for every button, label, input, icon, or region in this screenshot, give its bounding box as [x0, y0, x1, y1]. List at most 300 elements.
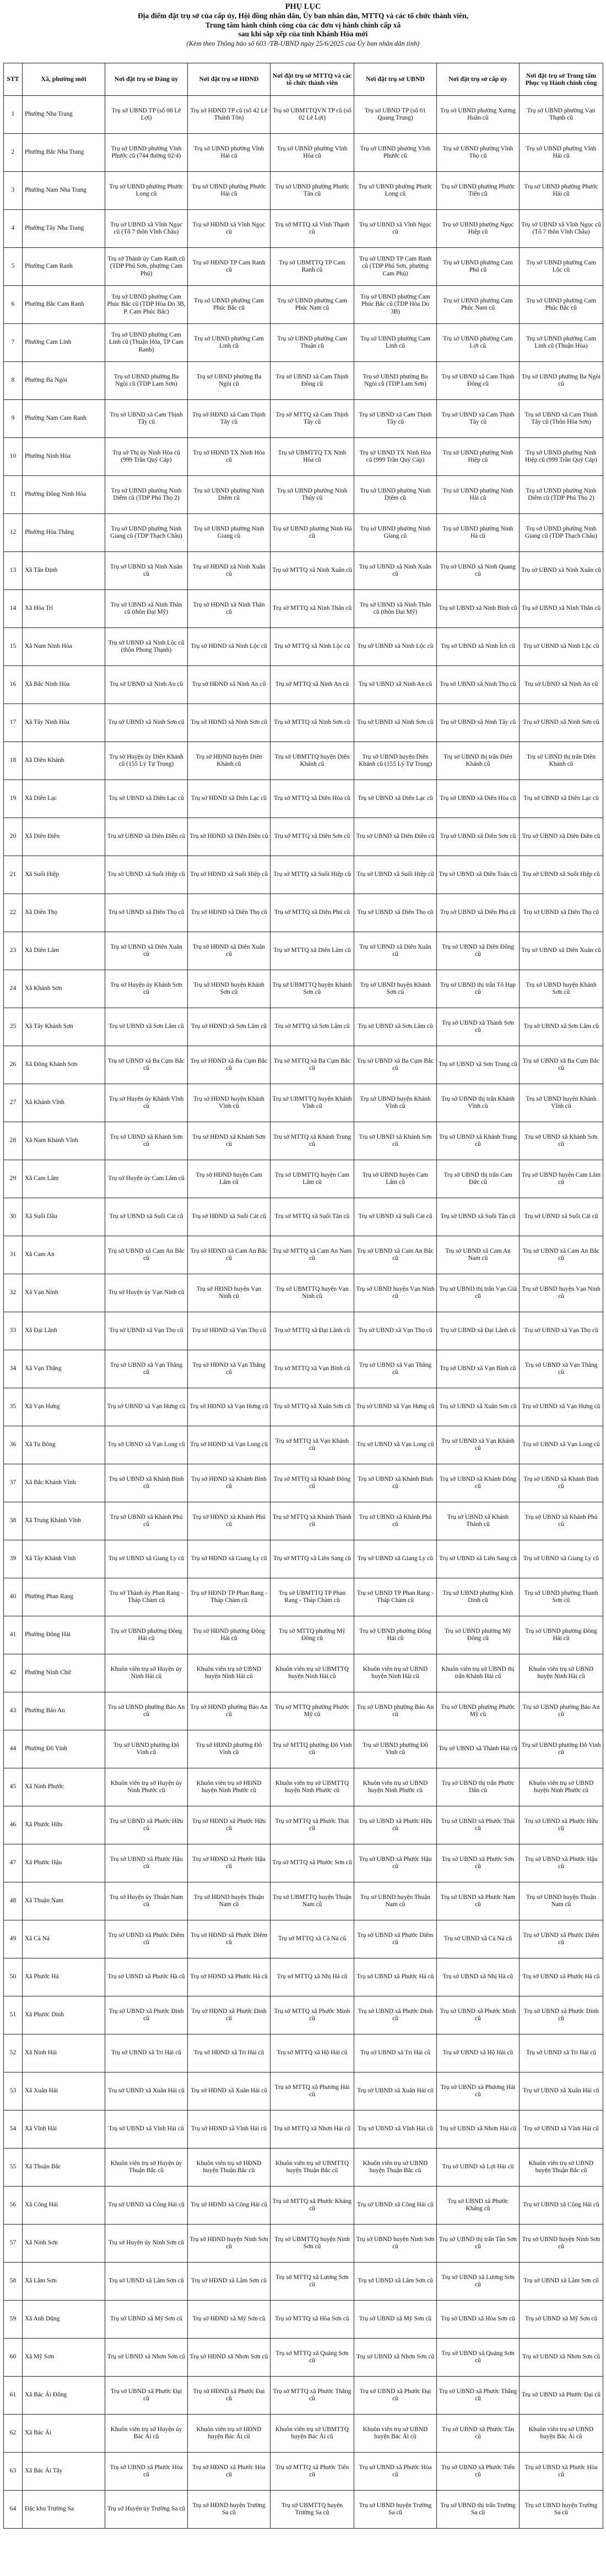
party-office-cell: Trụ sở UBND xã Tri Hải cũ [105, 2034, 188, 2072]
party-office-cell: Trụ sở UBND xã Ninh Lộc cũ (thôn Phong Thạnh) [105, 628, 188, 666]
ward-name-cell: Xã Bắc Khánh Vĩnh [23, 1464, 105, 1502]
appendix-title: PHỤ LỤC [285, 2, 321, 11]
mttq-office-cell: Trụ sở UBMTTQVN TP cũ (số 02 Lê Lợi) [270, 96, 354, 134]
hdnd-office-cell: Trụ sở HĐND xã Xuân Hải cũ [188, 2072, 270, 2110]
service-center-cell: Trụ sở UBND xã Phước Hậu cũ [520, 1844, 603, 1882]
stt-cell: 10 [4, 438, 23, 476]
table-row [4, 1920, 603, 1958]
ward-name-cell: Xã Hòa Trí [23, 590, 105, 628]
service-center-cell: Trụ sở UBND phường Đông Hải cũ [520, 1616, 603, 1654]
ward-name-cell: Xã Khánh Vĩnh [23, 1084, 105, 1122]
ubnd-office-cell: Trụ sở UBND xã Vạn Thọ cũ [354, 1312, 437, 1350]
hdnd-office-cell: Trụ sở HĐND xã Cam An Bắc cũ [188, 1236, 270, 1274]
service-center-cell: Trụ sở UBND huyện Khánh Vĩnh cũ [520, 1084, 603, 1122]
column-header-service-center: Nơi đặt trụ sở Trung tâm Phục vụ Hành chính công [520, 63, 603, 96]
stt-cell: 17 [4, 704, 23, 742]
column-header-mttq: Nơi đặt trụ sở MTTQ và các tổ chức thành viên [270, 63, 354, 96]
ubnd-office-cell: Trụ sở UBND huyện Diên Khánh cũ (155 Lý Tự Trọng) [354, 742, 437, 780]
table-row [4, 932, 603, 970]
ward-name-cell: Xã Ninh Hải [23, 2034, 105, 2072]
cap-uy-office-cell: Trụ sở UBND xã Khánh Đông cũ [437, 1464, 520, 1502]
mttq-office-cell: Trụ sở MTTQ xã Xuân Sơn cũ [270, 1388, 354, 1426]
cap-uy-office-cell: Trụ sở UBND xã Cà Ná cũ [437, 1920, 520, 1958]
stt-cell: 37 [4, 1464, 23, 1502]
mttq-office-cell: Trụ sở MTTQ xã Vạn Khánh cũ [270, 1426, 354, 1464]
mttq-office-cell: Trụ sở MTTQ phường Mỹ Đông cũ [270, 1616, 354, 1654]
hdnd-office-cell: Trụ sở HĐND xã Vạn Thắng cũ [188, 1350, 270, 1388]
ubnd-office-cell: Trụ sở UBND huyện Khánh Sơn cũ [354, 970, 437, 1008]
stt-cell: 51 [4, 1996, 23, 2034]
hdnd-office-cell: Trụ sở HĐND xã Ninh An cũ [188, 666, 270, 704]
service-center-cell: Trụ sở UBND xã Nhơn Sơn cũ [520, 2339, 603, 2377]
ward-name-cell: Đặc khu Trường Sa [23, 2491, 105, 2529]
hdnd-office-cell: Khuôn viên trụ sở UBND huyện Ninh Hải cũ [188, 1654, 270, 1692]
hdnd-office-cell: Trụ sở HĐND xã Nhơn Sơn cũ [188, 2339, 270, 2377]
party-office-cell: Trụ sở UBND phường Vĩnh Phước cũ (744 đường 02/4) [105, 134, 188, 172]
stt-cell: 7 [4, 324, 23, 362]
ward-name-cell: Xã Suối Dầu [23, 1198, 105, 1236]
table-row [4, 400, 603, 438]
party-office-cell: Trụ sở Huyện ủy Cam Lâm cũ [105, 1160, 188, 1198]
table-row [4, 2149, 603, 2187]
service-center-cell: Trụ sở UBND phường Cam Linh cũ (Thuận Hòa) [520, 324, 603, 362]
ubnd-office-cell: Trụ sở UBND phường Ninh Diêm cũ [354, 476, 437, 514]
ubnd-office-cell: Trụ sở UBND xã Cam Thịnh Tây cũ [354, 400, 437, 438]
cap-uy-office-cell: Khuôn viên trụ sở UBND thị trấn Khánh Hải cũ [437, 1654, 520, 1692]
table-row [4, 1692, 603, 1730]
cap-uy-office-cell: Trụ sở UBND phường Xương Huân cũ [437, 96, 520, 134]
stt-cell: 16 [4, 666, 23, 704]
hdnd-office-cell: Trụ sở HĐND xã Khánh Sơn cũ [188, 1122, 270, 1160]
cap-uy-office-cell: Trụ sở UBND xã Cam An Nam cũ [437, 1236, 520, 1274]
hdnd-office-cell: Trụ sở HĐND xã Sơn Lâm cũ [188, 1008, 270, 1046]
stt-cell: 47 [4, 1844, 23, 1882]
cap-uy-office-cell: Trụ sở UBND thị trấn Cam Đức cũ [437, 1160, 520, 1198]
service-center-cell: Trụ sở UBND xã Khánh Sơn cũ [520, 1122, 603, 1160]
table-row [4, 1312, 603, 1350]
table-header [4, 63, 603, 96]
mttq-office-cell: Trụ sở MTTQ xã Ninh Lộc cũ [270, 628, 354, 666]
table-row [4, 666, 603, 704]
service-center-cell: Trụ sở UBND xã Công Hải cũ [520, 2187, 603, 2225]
party-office-cell: Trụ sở UBND xã Diên Lạc cũ [105, 780, 188, 818]
mttq-office-cell: Trụ sở MTTQ xã Ninh Thân cũ [270, 590, 354, 628]
cap-uy-office-cell: Trụ sở UBND thị trấn Diên Khánh cũ [437, 742, 520, 780]
stt-cell: 50 [4, 1958, 23, 1996]
hdnd-office-cell: Trụ sở HĐND xã Lâm Sơn cũ [188, 2263, 270, 2301]
ubnd-office-cell: Trụ sở UBND xã Cam An Bắc cũ [354, 1236, 437, 1274]
mttq-office-cell: Trụ sở MTTQ xã Phước Thái cũ [270, 1806, 354, 1844]
party-office-cell: Trụ sở Huyện ủy Ninh Sơn cũ [105, 2225, 188, 2263]
table-body [4, 96, 603, 2529]
ward-name-cell: Phường Ninh Chử [23, 1654, 105, 1692]
party-office-cell: Trụ sở UBND xã Vạn Hưng cũ [105, 1388, 188, 1426]
party-office-cell: Trụ sở UBND phường Ninh Diêm cũ (TDP Phú Thọ 2) [105, 476, 188, 514]
ward-name-cell: Xã Diên Lâm [23, 932, 105, 970]
mttq-office-cell: Khuôn viên trụ sở UBMTTQ huyện Ninh Phước cũ [270, 1768, 354, 1806]
ubnd-office-cell: Trụ sở UBND huyện Khánh Vĩnh cũ [354, 1084, 437, 1122]
table-row [4, 552, 603, 590]
ward-name-cell: Xã Đông Khánh Sơn [23, 1046, 105, 1084]
ward-name-cell: Phường Ninh Hòa [23, 438, 105, 476]
service-center-cell: Trụ sở UBND xã Phước Hà cũ [520, 1958, 603, 1996]
service-center-cell: Trụ sở UBND xã Vạn Long cũ [520, 1426, 603, 1464]
stt-cell: 25 [4, 1008, 23, 1046]
table-row [4, 210, 603, 248]
cap-uy-office-cell: Trụ sở UBND phường Phước Tiến cũ [437, 172, 520, 210]
service-center-cell: Trụ sở UBND xã Ninh Thân cũ [520, 590, 603, 628]
cap-uy-office-cell: Trụ sở UBND xã Khánh Thành cũ [437, 1502, 520, 1540]
ward-name-cell: Xã Bắc Ninh Hòa [23, 666, 105, 704]
mttq-office-cell: Trụ sở UBMTTQ huyện Khánh Vĩnh cũ [270, 1084, 354, 1122]
ubnd-office-cell: Trụ sở UBND xã Công Hải cũ [354, 2187, 437, 2225]
table-row [4, 514, 603, 552]
party-office-cell: Trụ sở UBND xã Diên Xuân cũ [105, 932, 188, 970]
mttq-office-cell: Trụ sở MTTQ xã Vạn Bình cũ [270, 1350, 354, 1388]
party-office-cell: Trụ sở UBND xã Phước Dinh cũ [105, 1996, 188, 2034]
table-row [4, 1616, 603, 1654]
hdnd-office-cell: Khuôn viên trụ sở HĐND huyện Ninh Phước cũ [188, 1768, 270, 1806]
hdnd-office-cell: Trụ sở UBND phường Cam Linh cũ [188, 324, 270, 362]
mttq-office-cell: Trụ sở MTTQ xã Quảng Sơn cũ [270, 2339, 354, 2377]
table-row [4, 248, 603, 286]
ubnd-office-cell: Trụ sở UBND xã Xuân Hải cũ [354, 2072, 437, 2110]
service-center-cell: Trụ sở UBND xã Ninh Lộc cũ [520, 628, 603, 666]
service-center-cell: Trụ sở UBND phường Phước Hải cũ [520, 172, 603, 210]
cap-uy-office-cell: Trụ sở UBND xã Quảng Sơn cũ [437, 2339, 520, 2377]
party-office-cell: Trụ sở UBND xã Xuân Hải cũ [105, 2072, 188, 2110]
ward-name-cell: Phường Đông Hải [23, 1616, 105, 1654]
cap-uy-office-cell: Trụ sở UBND thị trấn Trường Sa cũ [437, 2491, 520, 2529]
party-office-cell: Trụ sở UBND xã Cam An Bắc cũ [105, 1236, 188, 1274]
ubnd-office-cell: Trụ sở UBND xã Ba Cụm Bắc cũ [354, 1046, 437, 1084]
hdnd-office-cell: Trụ sở HĐND huyện Trường Sa cũ [188, 2491, 270, 2529]
mttq-office-cell: Trụ sở UBND phường Vĩnh Hòa cũ [270, 134, 354, 172]
hdnd-office-cell: Trụ sở HĐND xã Phước Hòa cũ [188, 2453, 270, 2491]
hdnd-office-cell: Trụ sở HĐND xã Giang Ly cũ [188, 1540, 270, 1578]
ward-name-cell: Xã Thuận Nam [23, 1882, 105, 1920]
ward-name-cell: Xã Tân Định [23, 552, 105, 590]
cap-uy-office-cell: Trụ sở UBND xã Phước Nam cũ [437, 1882, 520, 1920]
ubnd-office-cell: Trụ sở UBND xã Diên Thọ cũ [354, 894, 437, 932]
service-center-cell: Trụ sở UBND phường Ninh Diêm cũ (TDP Phú Thọ 2) [520, 476, 603, 514]
mttq-office-cell: Trụ sở MTTQ xã Phương Hải cũ [270, 2072, 354, 2110]
party-office-cell: Trụ sở UBND xã Diên Thọ cũ [105, 894, 188, 932]
party-office-cell: Trụ sở Huyện ủy Diên Khánh cũ (155 Lý Tự Trọng) [105, 742, 188, 780]
cap-uy-office-cell: Trụ sở UBND thị trấn Tô Hạp cũ [437, 970, 520, 1008]
table-row [4, 1160, 603, 1198]
ubnd-office-cell: Trụ sở UBND xã Tri Hải cũ [354, 2034, 437, 2072]
ward-name-cell: Xã Lâm Sơn [23, 2263, 105, 2301]
ubnd-office-cell: Trụ sở UBND xã Phước Đại cũ [354, 2377, 437, 2415]
hdnd-office-cell: Trụ sở HĐND TP Phan Rang - Tháp Chàm cũ [188, 1578, 270, 1616]
service-center-cell: Trụ sở UBND phường Cam Phúc Bắc cũ [520, 286, 603, 324]
ubnd-office-cell: Trụ sở UBND xã Khánh Sơn cũ [354, 1122, 437, 1160]
ubnd-office-cell: Trụ sở UBND huyện Thuận Nam cũ [354, 1882, 437, 1920]
service-center-cell: Trụ sở UBND xã Phước Đại cũ [520, 2377, 603, 2415]
cap-uy-office-cell: Trụ sở UBND xã Ninh Bình cũ [437, 590, 520, 628]
service-center-cell: Trụ sở UBND xã Diên Điền cũ [520, 818, 603, 856]
hdnd-office-cell: Khuôn viên trụ sở HĐND huyện Thuận Bắc cũ [188, 2149, 270, 2187]
party-office-cell: Trụ sở UBND xã Phước Hậu cũ [105, 1844, 188, 1882]
table-row [4, 1274, 603, 1312]
ward-name-cell: Xã Phước Hà [23, 1958, 105, 1996]
mttq-office-cell: Trụ sở MTTQ xã Sơn Lâm cũ [270, 1008, 354, 1046]
ubnd-office-cell: Trụ sở UBND xã Ninh Sơn cũ [354, 704, 437, 742]
hdnd-office-cell: Trụ sở UBND phường Phước Hải cũ [188, 172, 270, 210]
stt-cell: 1 [4, 96, 23, 134]
stt-cell: 62 [4, 2415, 23, 2453]
hdnd-office-cell: Khuôn viên trụ sở HĐND huyện Bác Ái cũ [188, 2415, 270, 2453]
hdnd-office-cell: Trụ sở HĐND xã Ninh Sơn cũ [188, 704, 270, 742]
hdnd-office-cell: Trụ sở HĐND xã Vạn Long cũ [188, 1426, 270, 1464]
party-office-cell: Trụ sở UBND phường Đông Hải cũ [105, 1616, 188, 1654]
mttq-office-cell: Trụ sở UBMTTQ huyện Ninh Sơn cũ [270, 2225, 354, 2263]
stt-cell: 3 [4, 172, 23, 210]
ward-name-cell: Xã Trung Khánh Vĩnh [23, 1502, 105, 1540]
service-center-cell: Trụ sở UBND phường Cam Lộc cũ [520, 248, 603, 286]
ubnd-office-cell: Trụ sở UBND xã Phước Hòa cũ [354, 2453, 437, 2491]
stt-cell: 13 [4, 552, 23, 590]
cap-uy-office-cell: Trụ sở UBND xã Cam Thịnh Tây cũ [437, 400, 520, 438]
cap-uy-office-cell: Trụ sở UBND xã Diên Hòa cũ [437, 780, 520, 818]
cap-uy-office-cell: Trụ sở UBND phường Phước Mỹ cũ [437, 1692, 520, 1730]
stt-cell: 24 [4, 970, 23, 1008]
party-office-cell: Trụ sở Huyện ủy Vạn Ninh cũ [105, 1274, 188, 1312]
party-office-cell: Trụ sở UBND xã Khánh Sơn cũ [105, 1122, 188, 1160]
mttq-office-cell: Trụ sở MTTQ xã Khánh Thành cũ [270, 1502, 354, 1540]
ubnd-office-cell: Trụ sở UBND xã Mỹ Sơn cũ [354, 2301, 437, 2339]
mttq-office-cell: Trụ sở UBND xã Cam Thịnh Đông cũ [270, 362, 354, 400]
ward-name-cell: Phường Hòa Thắng [23, 514, 105, 552]
party-office-cell: Trụ sở UBND xã Phước Hữu cũ [105, 1806, 188, 1844]
service-center-cell: Khuôn viên trụ sở UBND huyện Ninh Hải cũ [520, 1654, 603, 1692]
stt-cell: 18 [4, 742, 23, 780]
mttq-office-cell: Trụ sở MTTQ xã Phước Minh cũ [270, 1996, 354, 2034]
service-center-cell: Trụ sở UBND xã Diên Xuân cũ [520, 932, 603, 970]
cap-uy-office-cell: Trụ sở UBND xã Ninh Ích cũ [437, 628, 520, 666]
table-row [4, 1806, 603, 1844]
ward-name-cell: Phường Cam Linh [23, 324, 105, 362]
stt-cell: 59 [4, 2301, 23, 2339]
hdnd-office-cell: Trụ sở HĐND xã Khánh Bình cũ [188, 1464, 270, 1502]
party-office-cell: Trụ sở UBND xã Vạn Long cũ [105, 1426, 188, 1464]
cap-uy-office-cell: Trụ sở UBND phường Mỹ Đông cũ [437, 1616, 520, 1654]
service-center-cell: Trụ sở UBND xã Vạn Thắng cũ [520, 1350, 603, 1388]
party-office-cell: Trụ sở UBND xã Vĩnh Hải cũ [105, 2110, 188, 2149]
stt-cell: 12 [4, 514, 23, 552]
appendix-note: (Kèm theo Thông báo số 603 /TB-UBND ngày 25/6/2025 của Ủy ban nhân dân tỉnh) [186, 39, 420, 47]
document-header [3, 2, 603, 63]
stt-cell: 19 [4, 780, 23, 818]
ubnd-office-cell: Trụ sở UBND xã Vĩnh Ngọc cũ [354, 210, 437, 248]
ward-name-cell: Xã Suối Hiệp [23, 856, 105, 894]
stt-cell: 57 [4, 2225, 23, 2263]
column-header-party: Nơi đặt trụ sở Đảng ủy [105, 63, 188, 96]
ward-name-cell: Xã Vạn Hưng [23, 1388, 105, 1426]
mttq-office-cell: Khuôn viên trụ sở UBMTTQ huyện Bác Ái cũ [270, 2415, 354, 2453]
cap-uy-office-cell: Trụ sở UBND xã Phước Thái cũ [437, 1806, 520, 1844]
hdnd-office-cell: Trụ sở HĐND xã Suối Hiệp cũ [188, 856, 270, 894]
service-center-cell: Trụ sở UBND xã Khánh Bình cũ [520, 1464, 603, 1502]
stt-cell: 36 [4, 1426, 23, 1464]
service-center-cell: Trụ sở UBND phường Vĩnh Hải cũ [520, 134, 603, 172]
stt-cell: 31 [4, 1236, 23, 1274]
mttq-office-cell: Trụ sở MTTQ xã Vĩnh Thạnh cũ [270, 210, 354, 248]
mttq-office-cell: Trụ sở MTTQ xã Hộ Hải cũ [270, 2034, 354, 2072]
ward-name-cell: Xã Mỹ Sơn [23, 2339, 105, 2377]
ubnd-office-cell: Trụ sở UBND huyện Vạn Ninh cũ [354, 1274, 437, 1312]
ubnd-office-cell: Trụ sở UBND phường Vĩnh Phước cũ [354, 134, 437, 172]
ubnd-office-cell: Trụ sở UBND xã Phước Hậu cũ [354, 1844, 437, 1882]
header-row [4, 63, 603, 96]
cap-uy-office-cell: Trụ sở UBND thị trấn Vạn Giã cũ [437, 1274, 520, 1312]
column-header-hdnd: Nơi đặt trụ sở HĐND [188, 63, 270, 96]
ubnd-office-cell: Trụ sở UBND xã Phước Hữu cũ [354, 1806, 437, 1844]
column-header-cap-uy: Nơi đặt trụ sở cấp ủy [437, 63, 520, 96]
service-center-cell: Trụ sở UBND xã Tri Hải cũ [520, 2034, 603, 2072]
service-center-cell: Trụ sở UBND huyện Ninh Sơn cũ [520, 2225, 603, 2263]
ward-name-cell: Xã Xuân Hải [23, 2072, 105, 2110]
locations-table [3, 63, 603, 2529]
service-center-cell: Trụ sở UBND xã Khánh Phú cũ [520, 1502, 603, 1540]
cap-uy-office-cell: Trụ sở UBND thị trấn Phước Dân cũ [437, 1768, 520, 1806]
service-center-cell: Trụ sở UBND xã Diên Lạc cũ [520, 780, 603, 818]
ward-name-cell: Xã Vạn Ninh [23, 1274, 105, 1312]
ubnd-office-cell: Khuôn viên trụ sở UBND huyện Ninh Hải cũ [354, 1654, 437, 1692]
mttq-office-cell: Trụ sở MTTQ xã Nhị Hà cũ [270, 1958, 354, 1996]
stt-cell: 22 [4, 894, 23, 932]
table-row [4, 2034, 603, 2072]
table-row [4, 286, 603, 324]
mttq-office-cell: Trụ sở UBMTTQ TP Cam Ranh cũ [270, 248, 354, 286]
mttq-office-cell: Trụ sở MTTQ xã Hòa Sơn cũ [270, 2301, 354, 2339]
ward-name-cell: Phường Nam Cam Ranh [23, 400, 105, 438]
ubnd-office-cell: Trụ sở UBND phường Cam Linh cũ [354, 324, 437, 362]
hdnd-office-cell: Trụ sở HĐND xã Công Hải cũ [188, 2187, 270, 2225]
ubnd-office-cell: Trụ sở UBND TP (số 01 Quang Trung) [354, 96, 437, 134]
ward-name-cell: Xã Phước Hậu [23, 1844, 105, 1882]
service-center-cell: Trụ sở UBND huyện Thuận Nam cũ [520, 1882, 603, 1920]
hdnd-office-cell: Trụ sở HĐND xã Mỹ Sơn cũ [188, 2301, 270, 2339]
ubnd-office-cell: Trụ sở UBND phường Ninh Giang cũ [354, 514, 437, 552]
mttq-office-cell: Trụ sở MTTQ xã Liên Sang cũ [270, 1540, 354, 1578]
stt-cell: 46 [4, 1806, 23, 1844]
party-office-cell: Khuôn viên trụ sở Huyện ủy Ninh Phước cũ [105, 1768, 188, 1806]
ward-name-cell: Xã Ninh Sơn [23, 2225, 105, 2263]
ubnd-office-cell: Trụ sở UBND xã Lâm Sơn cũ [354, 2263, 437, 2301]
table-row [4, 1426, 603, 1464]
table-row [4, 362, 603, 400]
ubnd-office-cell: Trụ sở UBND TP Phan Rang - Tháp Chàm cũ [354, 1578, 437, 1616]
table-row [4, 1084, 603, 1122]
ward-name-cell: Xã Tây Khánh Vĩnh [23, 1540, 105, 1578]
ubnd-office-cell: Khuôn viên trụ sở UBND huyện Thuận Bắc cũ [354, 2149, 437, 2187]
hdnd-office-cell: Trụ sở HĐND xã Diên Xuân cũ [188, 932, 270, 970]
party-office-cell: Trụ sở UBND xã Ninh Thân cũ (thôn Đại Mỹ) [105, 590, 188, 628]
stt-cell: 15 [4, 628, 23, 666]
cap-uy-office-cell: Trụ sở UBND xã Vạn Khánh cũ [437, 1426, 520, 1464]
service-center-cell: Trụ sở UBND phường Ninh Hiệp cũ (999 Trần Quý Cáp) [520, 438, 603, 476]
cap-uy-office-cell: Trụ sở UBND xã Diên Toàn cũ [437, 856, 520, 894]
stt-cell: 43 [4, 1692, 23, 1730]
ubnd-office-cell: Trụ sở UBND xã Phước Dinh cũ [354, 1996, 437, 2034]
ward-name-cell: Xã Thuận Bắc [23, 2149, 105, 2187]
mttq-office-cell: Trụ sở MTTQ xã Suối Tân cũ [270, 1198, 354, 1236]
party-office-cell: Trụ sở UBND phường Cam Linh cũ (Thuận Hòa, TP Cam Ranh) [105, 324, 188, 362]
ward-name-cell: Phường Nha Trang [23, 96, 105, 134]
ward-name-cell: Phường Phan Rang [23, 1578, 105, 1616]
table-row [4, 1502, 603, 1540]
stt-cell: 39 [4, 1540, 23, 1578]
mttq-office-cell: Trụ sở MTTQ xã Diên Lâm cũ [270, 932, 354, 970]
hdnd-office-cell: Trụ sở HĐND xã Diên Điền cũ [188, 818, 270, 856]
service-center-cell: Trụ sở UBND xã Sơn Lâm cũ [520, 1008, 603, 1046]
mttq-office-cell: Trụ sở UBND phường Ninh Thủy cũ [270, 476, 354, 514]
ward-name-cell: Xã Nam Ninh Hòa [23, 628, 105, 666]
hdnd-office-cell: Trụ sở HĐND huyện Thuận Nam cũ [188, 1882, 270, 1920]
table-row [4, 1882, 603, 1920]
hdnd-office-cell: Trụ sở HĐND xã Phước Hậu cũ [188, 1844, 270, 1882]
cap-uy-office-cell: Trụ sở UBND xã Phước Tân cũ [437, 2415, 520, 2453]
party-office-cell: Trụ sở UBND xã Phước Đại cũ [105, 2377, 188, 2415]
table-row [4, 2377, 603, 2415]
party-office-cell: Trụ sở UBND xã Ninh Xuân cũ [105, 552, 188, 590]
party-office-cell: Trụ sở UBND xã Phước Diêm cũ [105, 1920, 188, 1958]
mttq-office-cell: Trụ sở UBND phường Ninh Hà cũ [270, 514, 354, 552]
stt-cell: 23 [4, 932, 23, 970]
hdnd-office-cell: Trụ sở HĐND xã Phước Hữu cũ [188, 1806, 270, 1844]
table-row [4, 590, 603, 628]
service-center-cell: Trụ sở UBND huyện Vạn Ninh cũ [520, 1274, 603, 1312]
cap-uy-office-cell: Trụ sở UBND phường Ninh Hiệp cũ [437, 438, 520, 476]
stt-cell: 4 [4, 210, 23, 248]
hdnd-office-cell: Trụ sở HĐND xã Vĩnh Hải cũ [188, 2110, 270, 2149]
hdnd-office-cell: Trụ sở HĐND xã Phước Hà cũ [188, 1958, 270, 1996]
ubnd-office-cell: Trụ sở UBND xã Vạn Thắng cũ [354, 1350, 437, 1388]
ubnd-office-cell: Trụ sở UBND xã Phước Hà cũ [354, 1958, 437, 1996]
stt-cell: 42 [4, 1654, 23, 1692]
cap-uy-office-cell: Trụ sở UBND xã Ninh Thọ cũ [437, 666, 520, 704]
party-office-cell: Trụ sở Huyện ủy Khánh Vĩnh cũ [105, 1084, 188, 1122]
cap-uy-office-cell: Trụ sở UBND xã Cam Thịnh Đông cũ [437, 362, 520, 400]
table-row [4, 2225, 603, 2263]
service-center-cell: Trụ sở UBND xã Vĩnh Ngọc cũ (Tổ 7 thôn Vĩnh Châu) [520, 210, 603, 248]
hdnd-office-cell: Trụ sở HĐND xã Vạn Hưng cũ [188, 1388, 270, 1426]
cap-uy-office-cell: Trụ sở UBND phường Ninh Hà cũ [437, 514, 520, 552]
ubnd-office-cell: Trụ sở UBND xã Suối Hiệp cũ [354, 856, 437, 894]
ward-name-cell: Phường Nam Nha Trang [23, 172, 105, 210]
table-row [4, 2187, 603, 2225]
service-center-cell: Trụ sở UBND xã Mỹ Sơn cũ [520, 2301, 603, 2339]
party-office-cell: Trụ sở UBND xã Khánh Bình cũ [105, 1464, 188, 1502]
ward-name-cell: Xã Khánh Sơn [23, 970, 105, 1008]
service-center-cell: Trụ sở UBND xã Vĩnh Hải cũ [520, 2110, 603, 2149]
hdnd-office-cell: Trụ sở UBND phường Vĩnh Hải cũ [188, 134, 270, 172]
party-office-cell: Trụ sở UBND xã Phước Hà cũ [105, 1958, 188, 1996]
column-header-ubnd: Nơi đặt trụ sở UBND [354, 63, 437, 96]
hdnd-office-cell: Trụ sở HĐND xã Khánh Phú cũ [188, 1502, 270, 1540]
ubnd-office-cell: Trụ sở UBND phường Đô Vinh cũ [354, 1730, 437, 1768]
service-center-cell: Khuôn viên trụ sở UBND huyện Bác Ái cũ [520, 2415, 603, 2453]
cap-uy-office-cell: Trụ sở UBND thị trấn Khánh Vĩnh cũ [437, 1084, 520, 1122]
service-center-cell: Trụ sở UBND xã Vạn Hưng cũ [520, 1388, 603, 1426]
hdnd-office-cell: Trụ sở HĐND huyện Khánh Vĩnh cũ [188, 1084, 270, 1122]
ward-name-cell: Xã Diên Lạc [23, 780, 105, 818]
stt-cell: 27 [4, 1084, 23, 1122]
hdnd-office-cell: Trụ sở HĐND TP Cam Ranh cũ [188, 248, 270, 286]
cap-uy-office-cell: Trụ sở UBND xã Nhị Hà cũ [437, 1958, 520, 1996]
